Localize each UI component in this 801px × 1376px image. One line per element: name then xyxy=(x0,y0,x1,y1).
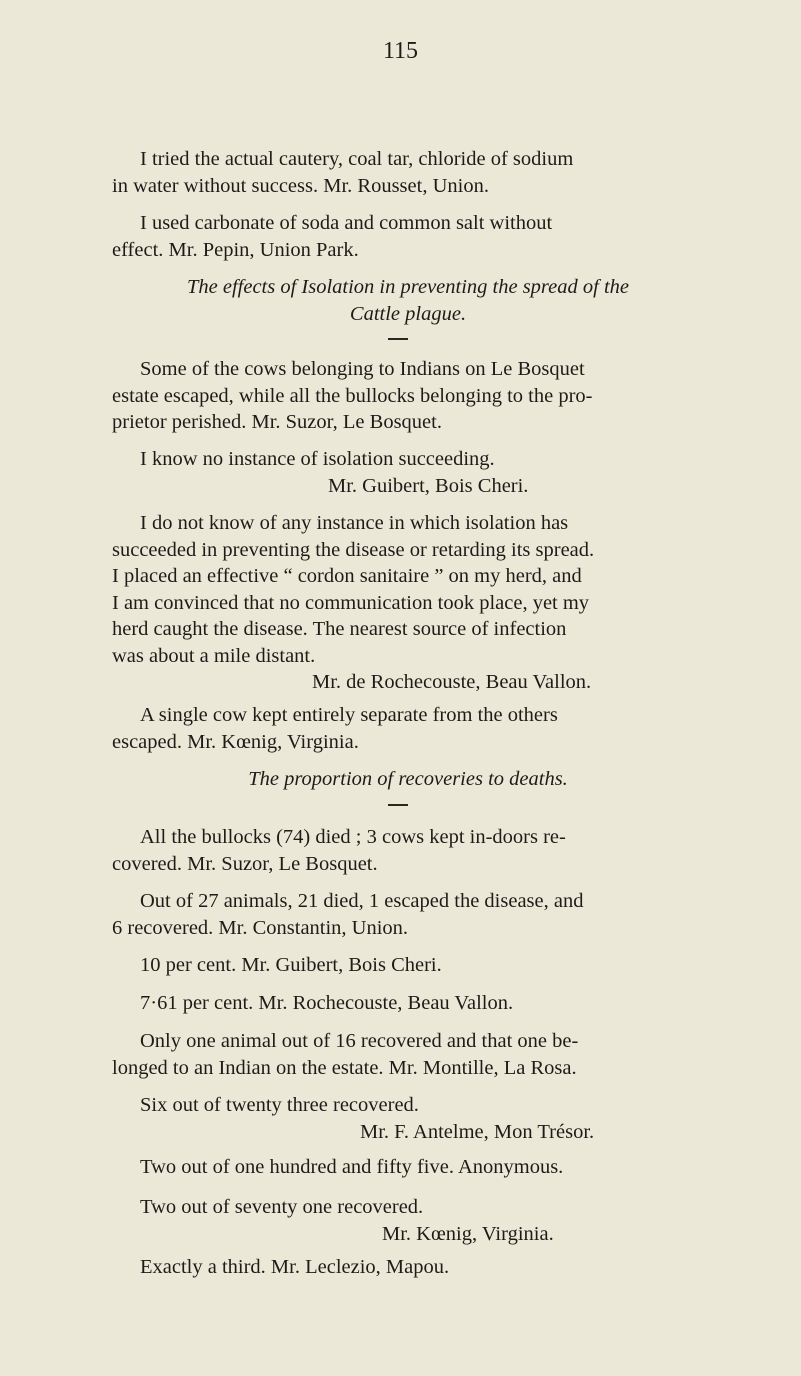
text-line: I placed an effective “ cordon sanitaire ” on my herd, and xyxy=(112,565,582,587)
text-line: Two out of seventy one recovered. xyxy=(140,1196,424,1218)
text-line: 6 recovered. Mr. Constantin, Union. xyxy=(112,916,409,939)
text-line: Out of 27 animals, 21 died, 1 escaped the disease, and xyxy=(140,890,584,912)
paragraph-suzor-recoveries xyxy=(112,824,704,877)
text-line: herd caught the disease. The nearest source of infection xyxy=(112,618,567,640)
paragraph-montille xyxy=(112,1028,704,1081)
text-line: A single cow kept entirely separate from the others xyxy=(140,704,558,726)
text-line: Only one animal out of 16 recovered and that one be- xyxy=(140,1030,579,1052)
text-line: Two out of one hundred and fifty five. Anonymous. xyxy=(140,1156,564,1178)
section-heading-recoveries xyxy=(112,766,704,793)
text-line: prietor perished. Mr. Suzor, Le Bosquet. xyxy=(112,411,442,433)
text-line: Exactly a third. Mr. Leclezio, Mapou. xyxy=(140,1256,450,1278)
text-line: I do not know of any instance in which isolation has xyxy=(140,512,569,534)
paragraph-guibert-isolation xyxy=(112,446,704,499)
text-line: in water without success. Mr. Rousset, Union. xyxy=(112,174,489,197)
text-line: estate escaped, while all the bullocks belonging to the pro- xyxy=(112,384,593,407)
text-line: Some of the cows belonging to Indians on Le Bosquet xyxy=(140,358,585,380)
paragraph-suzor-isolation xyxy=(112,356,704,436)
text-line: I am convinced that no communication took place, yet my xyxy=(112,591,590,614)
signature-line: Mr. F. Antelme, Mon Trésor. xyxy=(360,1120,595,1143)
text-line: effect. Mr. Pepin, Union Park. xyxy=(112,238,359,261)
text-line: escaped. Mr. Kœnig, Virginia. xyxy=(112,730,359,753)
text-line: 10 per cent. Mr. Guibert, Bois Cheri. xyxy=(140,954,442,976)
page-number: 115 xyxy=(382,38,419,64)
paragraph-guibert-recoveries xyxy=(112,952,704,979)
section-heading-isolation xyxy=(112,274,704,327)
paragraph-rousset xyxy=(112,146,704,199)
paragraph-antelme xyxy=(112,1092,704,1145)
paragraph-pepin xyxy=(112,210,704,263)
paragraph-koenig-recoveries xyxy=(112,1194,704,1247)
heading-line: The proportion of recoveries to deaths. xyxy=(248,768,568,790)
text-line: I used carbonate of soda and common salt without xyxy=(140,212,553,234)
text-line: Six out of twenty three recovered. xyxy=(140,1094,419,1116)
heading-line: The effects of Isolation in preventing the spread of the xyxy=(186,276,629,298)
signature-line: Mr. Kœnig, Virginia. xyxy=(382,1222,554,1245)
text-line: was about a mile distant. xyxy=(112,644,316,667)
section-divider xyxy=(388,338,408,340)
paragraph-rochecouste-recoveries xyxy=(112,990,704,1017)
signature-line: Mr. de Rochecouste, Beau Vallon. xyxy=(312,671,592,693)
heading-line: Cattle plague. xyxy=(349,302,467,325)
signature-line: Mr. Guibert, Bois Cheri. xyxy=(328,474,529,497)
text-line: covered. Mr. Suzor, Le Bosquet. xyxy=(112,852,378,875)
paragraph-constantin xyxy=(112,888,704,941)
text-line: 7·61 per cent. Mr. Rochecouste, Beau Vallon. xyxy=(140,992,514,1014)
section-divider xyxy=(388,804,408,806)
paragraph-anonymous xyxy=(112,1154,704,1181)
paragraph-leclezio xyxy=(112,1254,704,1281)
paragraph-rochecouste-isolation xyxy=(112,510,704,696)
text-line: I know no instance of isolation succeeding. xyxy=(140,448,495,470)
paragraph-koenig-isolation xyxy=(112,702,704,755)
text-line: I tried the actual cautery, coal tar, chloride of sodium xyxy=(140,148,574,170)
text-line: All the bullocks (74) died ; 3 cows kept in-doors re- xyxy=(140,826,566,848)
text-line: longed to an Indian on the estate. Mr. Montille, La Rosa. xyxy=(112,1056,577,1079)
text-line: succeeded in preventing the disease or retarding its spread. xyxy=(112,538,595,561)
